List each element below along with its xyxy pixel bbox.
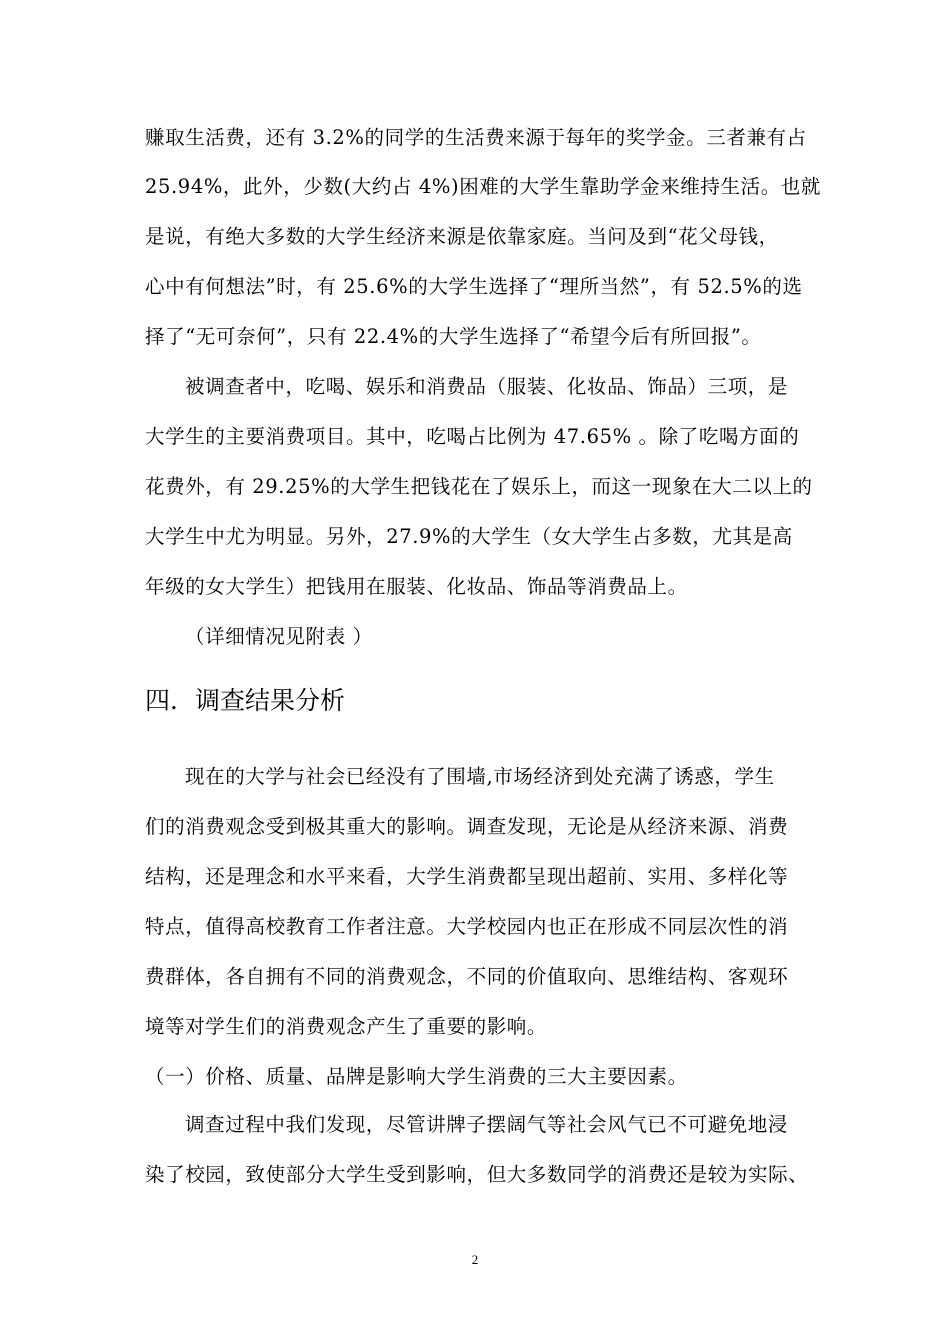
paragraph-3-line-6: 境等对学生们的消费观念产生了重要的影响。 [145,1015,548,1038]
paragraph-1-line-3: 是说，有绝大多数的大学生经济来源是依靠家庭。当问及到“花父母钱， [145,225,779,248]
paragraph-1-line-2: 25.94%，此外，少数(大约占 4%)困难的大学生靠助学金来维持生活。也就 [145,175,822,198]
paragraph-3-line-5: 费群体，各自拥有不同的消费观念，不同的价值取向、思维结构、客观环 [145,965,789,988]
page-number: 2 [471,1252,479,1267]
paragraph-1-line-1: 赚取生活费，还有 3.2%的同学的生活费来源于每年的奖学金。三者兼有占 [145,126,807,149]
paragraph-2-line-1: 被调查者中，吃喝、娱乐和消费品（服装、化妆品、饰品）三项，是 [185,375,789,398]
paragraph-3-line-2: 们的消费观念受到极其重大的影响。调查发现，无论是从经济来源、消费 [145,815,789,838]
section-heading: 四．调查结果分析 [145,686,346,715]
paragraph-2-line-2: 大学生的主要消费项目。其中，吃喝占比例为 47.65% 。除了吃喝方面的 [145,425,800,448]
subsection-heading: （一）价格、质量、品牌是影响大学生消费的三大主要因素。 [145,1065,688,1088]
paragraph-2-line-5: 年级的女大学生）把钱用在服装、化妆品、饰品等消费品上。 [145,575,688,598]
paragraph-3-line-1: 现在的大学与社会已经没有了围墙,市场经济到处充满了诱惑，学生 [185,765,775,788]
paragraph-4-line-2: 染了校园，致使部分大学生受到影响，但大多数同学的消费还是较为实际、 [145,1163,809,1186]
appendix-note: （详细情况见附表 ） [185,625,373,648]
paragraph-3-line-3: 结构，还是理念和水平来看，大学生消费都呈现出超前、实用、多样化等 [145,865,789,888]
paragraph-1-line-4: 心中有何想法”时，有 25.6%的大学生选择了“理所当然”，有 52.5%的选 [145,275,803,298]
paragraph-3-line-4: 特点，值得高校教育工作者注意。大学校园内也正在形成不同层次性的消 [145,915,789,938]
paragraph-2-line-3: 花费外，有 29.25%的大学生把钱花在了娱乐上，而这一现象在大二以上的 [145,475,813,498]
paragraph-4-line-1: 调查过程中我们发现，尽管讲牌子摆阔气等社会风气已不可避免地浸 [185,1113,789,1136]
paragraph-2-line-4: 大学生中尤为明显。另外，27.9%的大学生（女大学生占多数，尤其是高 [145,525,793,548]
paragraph-1-line-5: 择了“无可奈何”，只有 22.4%的大学生选择了“希望今后有所回报”。 [145,325,762,348]
